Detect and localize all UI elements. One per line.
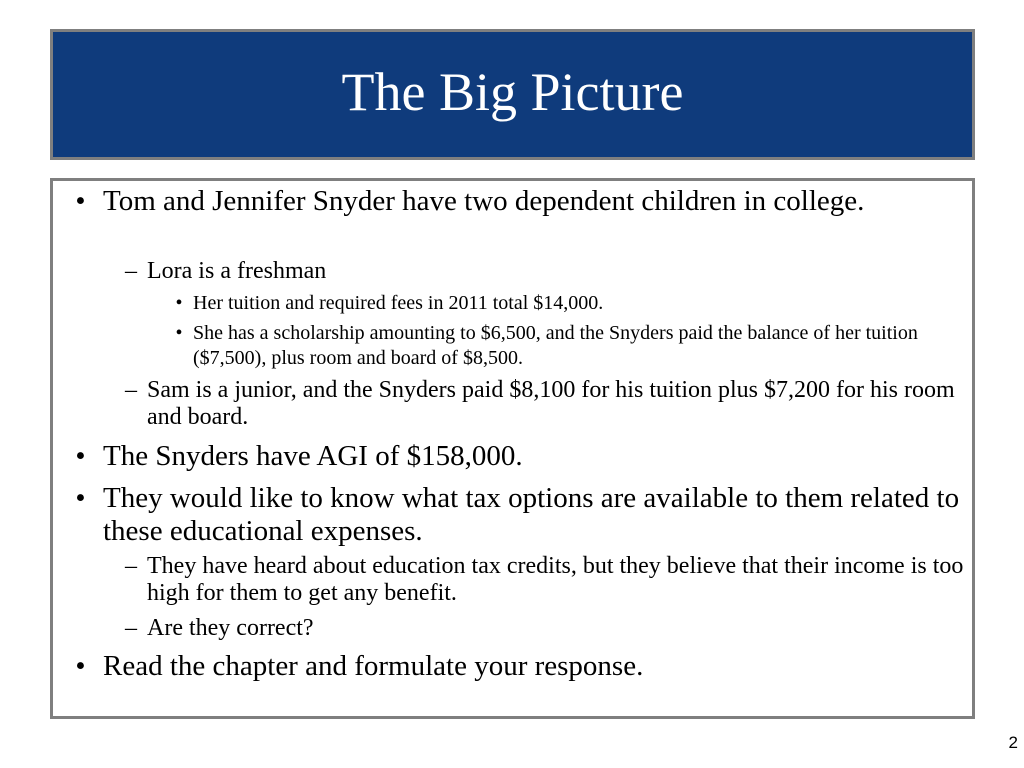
bullet-marker: • <box>175 292 183 314</box>
bullet-item <box>58 185 968 218</box>
sub-sub-bullet-item <box>165 321 965 371</box>
sub-sub-bullet-text: Her tuition and required fees in 2011 total $14,000. <box>193 292 604 314</box>
bullet-text: The Snyders have AGI of $158,000. <box>103 440 523 472</box>
slide-title: The Big Picture <box>341 61 684 122</box>
bullet-text: They would like to know what tax options are available to them related to these educational expenses. <box>103 482 960 547</box>
sub-sub-bullet-text: She has a scholarship amounting to $6,500, and the Snyders paid the balance of her tuition ($7,500), plus room and board of $8,500. <box>193 322 918 369</box>
content-panel <box>50 178 975 719</box>
sub-bullet-item <box>115 615 965 642</box>
bullet-marker: • <box>75 650 86 682</box>
sub-bullet-item <box>115 258 965 285</box>
title-banner <box>50 29 975 160</box>
bullet-text: Tom and Jennifer Snyder have two dependent children in college. <box>103 185 865 217</box>
bullet-item <box>58 440 968 473</box>
sub-bullet-text: Are they correct? <box>147 615 314 641</box>
bullet-marker: • <box>75 440 86 472</box>
dash-marker: – <box>125 258 137 284</box>
sub-bullet-text: Sam is a junior, and the Snyders paid $8,100 for his tuition plus $7,200 for his room and board. <box>147 377 955 430</box>
bullet-marker: • <box>75 482 86 514</box>
bullet-item <box>58 650 968 683</box>
sub-bullet-item <box>115 553 965 607</box>
bullet-marker: • <box>75 185 86 217</box>
sub-bullet-text: They have heard about education tax credits, but they believe that their income is too high for them to get any benefit. <box>147 553 964 606</box>
bullet-item <box>58 482 968 548</box>
bullet-text: Read the chapter and formulate your response. <box>103 650 644 682</box>
sub-bullet-item <box>115 377 965 431</box>
sub-bullet-text: Lora is a freshman <box>147 258 327 284</box>
dash-marker: – <box>125 377 137 403</box>
sub-sub-bullet-item <box>165 291 965 316</box>
page-number: 2 <box>1008 733 1018 752</box>
bullet-marker: • <box>175 322 183 344</box>
dash-marker: – <box>125 615 137 641</box>
dash-marker: – <box>125 553 137 579</box>
